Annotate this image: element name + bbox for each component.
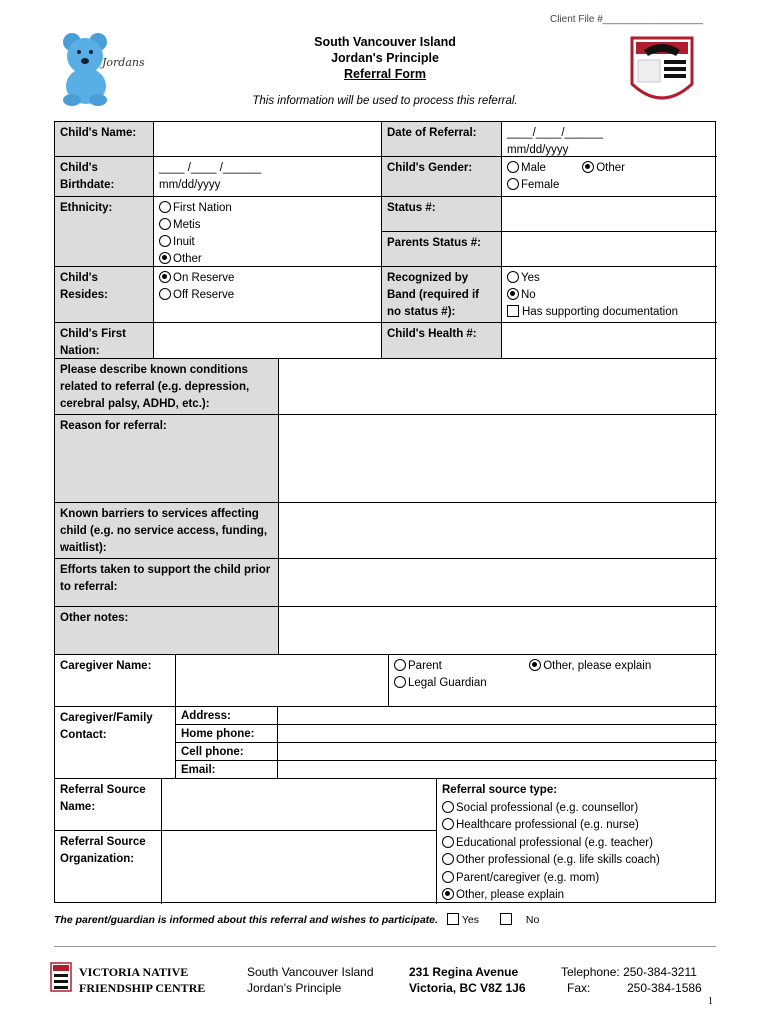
footer-prog-line1: South Vancouver Island xyxy=(247,965,374,979)
gender-male-label: Male xyxy=(521,162,546,174)
consent-yes-label: Yes xyxy=(461,914,479,926)
barriers-label: Known barriers to services affecting child (e.g. no service access, funding, waitlist): xyxy=(55,503,279,559)
date-referral-field[interactable] xyxy=(502,122,717,157)
footer-fax-label: Fax: xyxy=(567,981,591,995)
footer-addr-line2: Victoria, BC V8Z 1J6 xyxy=(409,981,526,995)
radio-selected-icon xyxy=(507,288,519,300)
radio-icon xyxy=(159,235,171,247)
form-title xyxy=(220,34,550,82)
footer-fax: 250-384-1586 xyxy=(627,981,702,995)
childs-name-label: Child's Name: xyxy=(55,122,154,157)
radio-icon xyxy=(159,201,171,213)
option-label: No xyxy=(521,289,536,301)
radio-selected-icon xyxy=(159,271,171,283)
gender-female-label: Female xyxy=(521,179,560,191)
resides-label: Child's Resides: xyxy=(55,267,154,323)
gender-other-label: Other xyxy=(596,162,625,174)
option-label: Other xyxy=(173,253,202,265)
reason-field[interactable] xyxy=(279,415,717,503)
caregiver-legal-guardian[interactable] xyxy=(394,675,712,692)
option-label: Has supporting documentation xyxy=(522,306,678,318)
source-org-label: Referral Source Organization: xyxy=(55,831,162,904)
radio-icon xyxy=(394,659,406,671)
option-label: Parent xyxy=(408,660,442,672)
source-name-label: Referral Source Name: xyxy=(55,779,162,831)
source-org-field[interactable] xyxy=(162,831,437,904)
address-label: Address: xyxy=(176,707,278,725)
resides-options xyxy=(154,267,382,323)
gender-label: Child's Gender: xyxy=(382,157,502,197)
gender-female-option[interactable] xyxy=(507,177,712,194)
supporting-doc-checkbox[interactable] xyxy=(507,304,712,321)
resides-off-reserve[interactable] xyxy=(159,287,376,304)
caregiver-name-field[interactable] xyxy=(176,655,389,707)
conditions-label: Please describe known conditions related to referral (e.g. depression, cerebral palsy, ADHD, etc.): xyxy=(55,359,279,415)
caregiver-other[interactable] xyxy=(529,660,651,672)
footer-address xyxy=(409,964,526,996)
radio-selected-icon xyxy=(582,161,594,173)
home-phone-field[interactable] xyxy=(278,725,717,743)
source-name-field[interactable] xyxy=(162,779,437,831)
radio-icon xyxy=(507,271,519,283)
other-notes-field[interactable] xyxy=(279,607,717,655)
ethnicity-options xyxy=(154,197,382,267)
parents-status-label: Parents Status #: xyxy=(382,232,502,267)
footer-program xyxy=(247,964,374,996)
option-label: Other, please explain xyxy=(456,889,565,901)
caregiver-parent[interactable] xyxy=(394,658,526,675)
option-label: Off Reserve xyxy=(173,289,235,301)
first-nation-field[interactable] xyxy=(154,323,382,359)
barriers-field[interactable] xyxy=(279,503,717,559)
source-educational[interactable] xyxy=(442,835,712,853)
option-label: Yes xyxy=(521,272,540,284)
radio-icon xyxy=(507,161,519,173)
consent-no-label: No xyxy=(525,914,540,926)
consent-yes[interactable] xyxy=(447,914,479,926)
jordans-bear-logo xyxy=(58,30,145,108)
health-label: Child's Health #: xyxy=(382,323,502,359)
footer-tel: 250-384-3211 xyxy=(623,965,697,979)
radio-icon xyxy=(442,836,454,848)
date-referral-label: Date of Referral: xyxy=(382,122,502,157)
health-field[interactable] xyxy=(502,323,717,359)
footer-divider xyxy=(54,946,716,947)
referral-form xyxy=(54,121,716,903)
birthdate-field[interactable] xyxy=(154,157,382,197)
caregiver-type-options xyxy=(389,655,717,707)
ethnicity-inuit[interactable] xyxy=(159,234,376,251)
gender-other-option[interactable] xyxy=(582,162,625,174)
footer-org xyxy=(79,964,205,996)
cell-phone-label: Cell phone: xyxy=(176,743,278,761)
logo-script-text: Jordans xyxy=(102,56,145,69)
ethnicity-label: Ethnicity: xyxy=(55,197,154,267)
source-other-professional[interactable] xyxy=(442,852,712,870)
conditions-field[interactable] xyxy=(279,359,717,415)
footer-addr-line1: 231 Regina Avenue xyxy=(409,965,519,979)
option-label: Inuit xyxy=(173,236,195,248)
option-label: On Reserve xyxy=(173,272,235,284)
ethnicity-first-nation[interactable] xyxy=(159,200,376,217)
organization-crest-logo xyxy=(630,36,694,110)
option-label: Parent/caregiver (e.g. mom) xyxy=(456,871,600,884)
vnfc-logo-icon xyxy=(50,962,72,992)
birthdate-blank: ____ /____ /______ xyxy=(159,162,262,174)
footer-org-line2: FRIENDSHIP CENTRE xyxy=(79,981,206,995)
radio-icon xyxy=(442,853,454,865)
date-referral-format: mm/dd/yyyy xyxy=(507,144,569,156)
email-field[interactable] xyxy=(278,761,717,779)
gender-male-option[interactable] xyxy=(507,160,579,177)
source-type-label: Referral source type: xyxy=(442,784,558,796)
radio-icon xyxy=(394,676,406,688)
source-social[interactable] xyxy=(442,800,712,818)
first-nation-label: Child's First Nation: xyxy=(55,323,154,359)
option-label: Healthcare professional (e.g. nurse) xyxy=(456,819,639,831)
source-parent[interactable] xyxy=(442,870,712,888)
option-label: Legal Guardian xyxy=(408,677,487,689)
address-field[interactable] xyxy=(278,707,717,725)
radio-icon xyxy=(159,288,171,300)
birthdate-format: mm/dd/yyyy xyxy=(159,179,221,191)
other-notes-label: Other notes: xyxy=(55,607,279,655)
resides-on-reserve[interactable] xyxy=(159,270,376,287)
radio-icon xyxy=(442,871,454,883)
cell-phone-field[interactable] xyxy=(278,743,717,761)
recognized-no[interactable] xyxy=(507,287,712,304)
checkbox-icon xyxy=(447,913,459,925)
title-line-2: Jordan's Principle xyxy=(331,51,439,65)
option-label: First Nation xyxy=(173,202,232,214)
footer-org-line1: VICTORIA NATIVE xyxy=(79,965,189,979)
email-label: Email: xyxy=(176,761,278,779)
radio-selected-icon xyxy=(529,659,541,671)
date-referral-blank: ____/____/______ xyxy=(507,127,603,139)
footer-contact xyxy=(561,964,711,996)
radio-icon xyxy=(442,801,454,813)
radio-icon xyxy=(507,178,519,190)
checkbox-icon xyxy=(507,305,519,317)
gender-options xyxy=(502,157,717,197)
option-label: Other professional (e.g. life skills coach) xyxy=(456,854,660,866)
intro-text: This information will be used to process this referral. xyxy=(252,95,518,107)
ethnicity-metis[interactable] xyxy=(159,217,376,234)
childs-name-field[interactable] xyxy=(154,122,382,157)
page-number: 1 xyxy=(708,996,713,1007)
option-label: Other, please explain xyxy=(543,660,652,672)
source-type-options xyxy=(437,779,717,904)
ethnicity-other[interactable] xyxy=(159,251,376,268)
footer-prog-line2: Jordan's Principle xyxy=(247,981,342,995)
parents-status-field[interactable] xyxy=(502,232,717,267)
efforts-field[interactable] xyxy=(279,559,717,607)
consent-row xyxy=(54,913,539,926)
reason-label: Reason for referral: xyxy=(55,415,279,503)
client-file-number: Client File #__________________ xyxy=(550,14,703,25)
status-label: Status #: xyxy=(382,197,502,232)
footer-tel-label: Telephone: xyxy=(561,965,620,979)
title-line-3: Referral Form xyxy=(344,67,426,81)
caregiver-contact-label: Caregiver/Family Contact: xyxy=(55,707,176,779)
title-line-1: South Vancouver Island xyxy=(314,35,456,49)
birthdate-label: Child's Birthdate: xyxy=(55,157,154,197)
radio-icon xyxy=(159,218,171,230)
consent-text: The parent/guardian is informed about this referral and wishes to participate. xyxy=(54,914,438,926)
efforts-label: Efforts taken to support the child prior to referral: xyxy=(55,559,279,607)
radio-icon xyxy=(442,818,454,830)
option-label: Educational professional (e.g. teacher) xyxy=(456,836,653,849)
consent-no[interactable] xyxy=(500,914,539,926)
status-field[interactable] xyxy=(502,197,717,232)
recognized-yes[interactable] xyxy=(507,270,712,287)
home-phone-label: Home phone: xyxy=(176,725,278,743)
checkbox-icon xyxy=(500,913,512,925)
recognized-label: Recognized by Band (required if no status #): xyxy=(382,267,502,323)
option-label: Metis xyxy=(173,219,201,231)
source-healthcare[interactable] xyxy=(442,817,712,835)
recognized-options xyxy=(502,267,717,323)
option-label: Social professional (e.g. counsellor) xyxy=(456,801,639,814)
radio-selected-icon xyxy=(442,888,454,900)
caregiver-name-label: Caregiver Name: xyxy=(55,655,176,707)
radio-selected-icon xyxy=(159,252,171,264)
source-other[interactable] xyxy=(442,887,712,905)
